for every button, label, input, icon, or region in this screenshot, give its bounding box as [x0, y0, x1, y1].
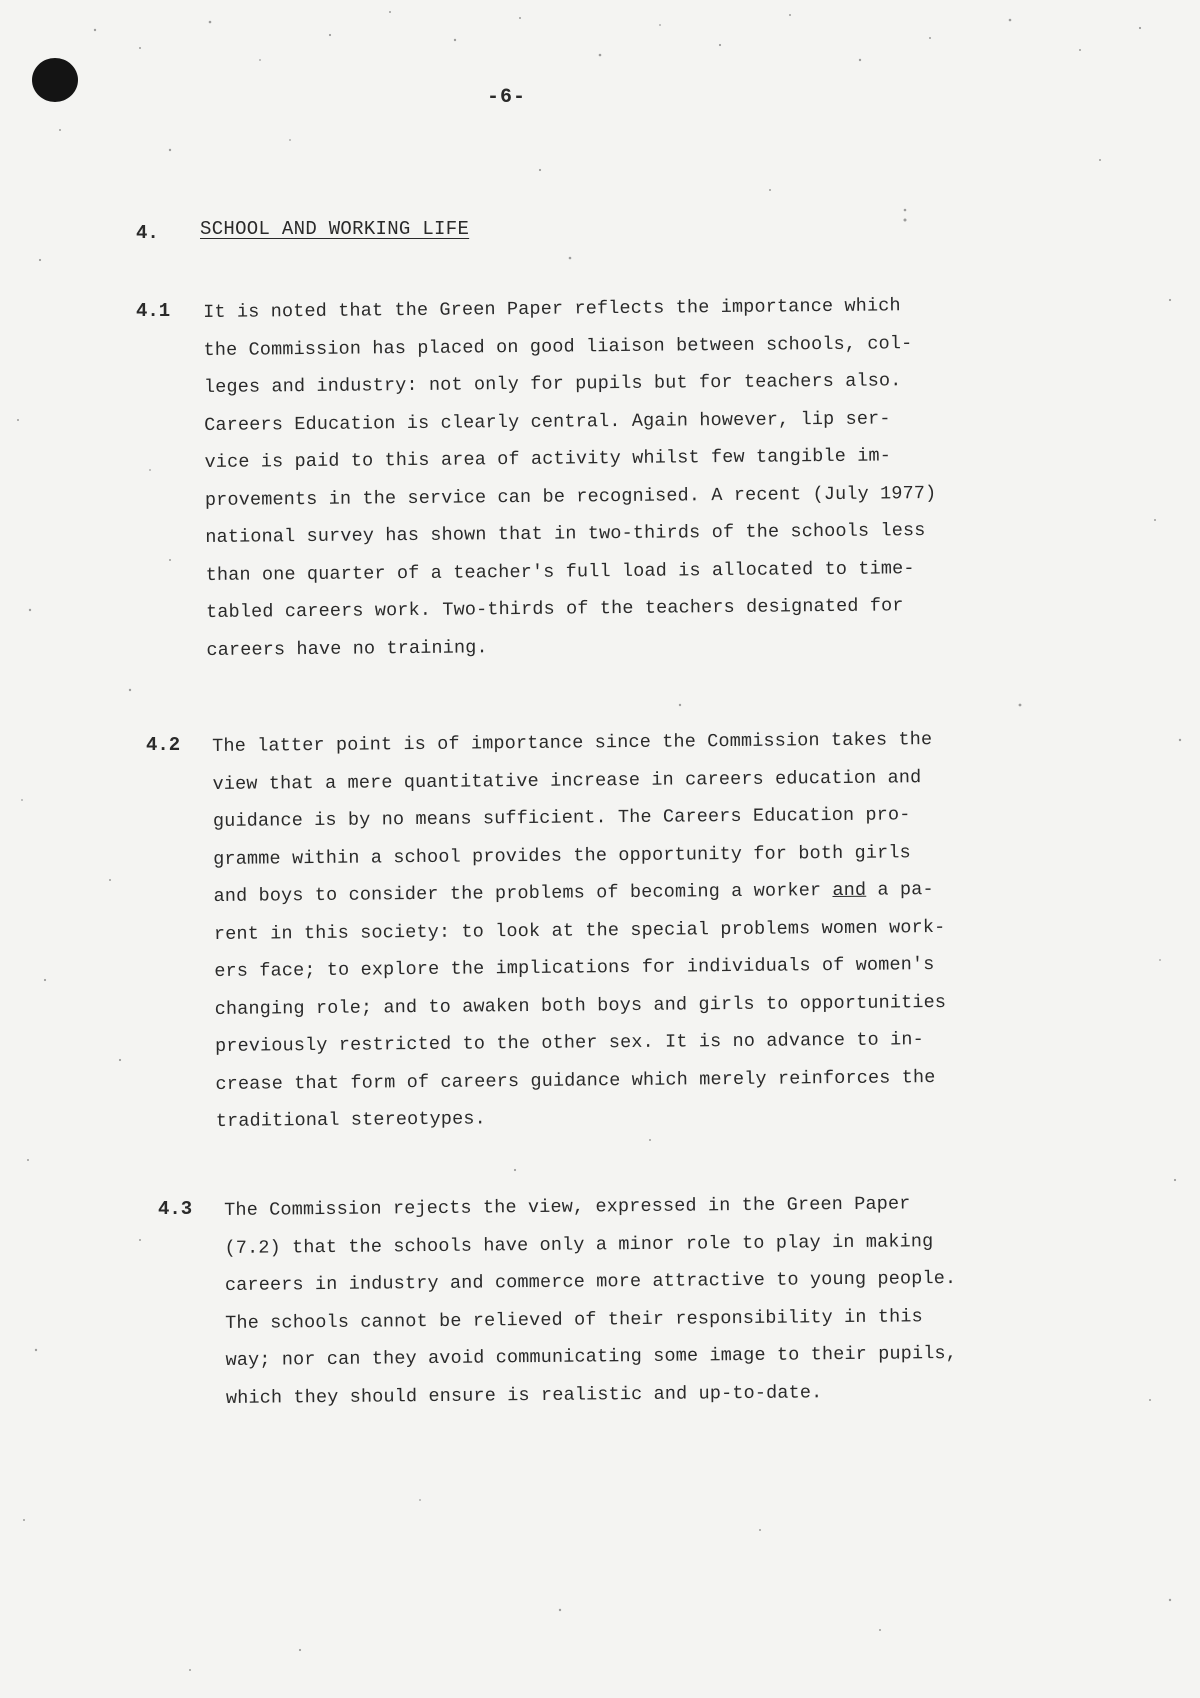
- paragraph-line-text: and boys to consider the problems of becoming a worker: [213, 880, 833, 907]
- paragraph-line-tail: a pa-: [866, 879, 934, 901]
- paragraph-line: ers face; to explore the implications for individuals of women's: [214, 954, 935, 982]
- paragraph-line: than one quarter of a teacher's full load is allocated to time-: [205, 557, 915, 586]
- paragraph-line: national survey has shown that in two-thirds of the schools less: [205, 520, 926, 548]
- binder-punch-hole: [32, 58, 78, 102]
- paragraph-line: Careers Education is clearly central. Again however, lip ser-: [204, 407, 891, 436]
- paragraph-number-4-2: 4.2: [146, 734, 181, 756]
- paragraph-line: The schools cannot be relieved of their responsibility in this: [225, 1305, 923, 1334]
- paragraph-line: The Commission rejects the view, expressed in the Green Paper: [224, 1193, 911, 1221]
- underlined-word: and: [832, 879, 867, 902]
- paragraph-line: traditional stereotypes.: [215, 1108, 486, 1132]
- paragraph-line: previously restricted to the other sex. It is no advance to in-: [214, 1029, 925, 1057]
- paragraph-number-4-1: 4.1: [136, 300, 171, 322]
- paragraph-line: guidance is by no means sufficient. The Careers Education pro-: [212, 804, 911, 832]
- paragraph-line: view that a mere quantitative increase in careers education and: [212, 766, 922, 795]
- section-title: SCHOOL AND WORKING LIFE: [200, 218, 470, 240]
- paragraph-line: which they should ensure is realistic and up-to-date.: [225, 1381, 823, 1409]
- paragraph-line: rent in this society: to look at the special problems women work-: [213, 916, 946, 945]
- page-number: -6-: [487, 86, 527, 109]
- paragraph-line: gramme within a school provides the opportunity for both girls: [213, 841, 911, 870]
- paragraph-4-2: [212, 720, 1046, 1140]
- paragraph-line: changing role; and to awaken both boys and girls to opportunities: [214, 991, 947, 1020]
- paragraph-line: tabled careers work. Two-thirds of the teachers designated for: [205, 595, 904, 623]
- paragraph-line: the Commission has placed on good liaison between schools, col-: [203, 332, 913, 361]
- paragraph-line: (7.2) that the schools have only a minor role to play in making: [224, 1230, 934, 1259]
- paragraph-4-3: [224, 1184, 1056, 1417]
- paragraph-line: careers in industry and commerce more attractive to young people.: [224, 1267, 957, 1296]
- paragraph-number-4-3: 4.3: [158, 1198, 193, 1220]
- paragraph-line: careers have no training.: [206, 636, 488, 661]
- paragraph-4-1: [203, 286, 1037, 669]
- paragraph-line: It is noted that the Green Paper reflects the importance which: [203, 295, 901, 323]
- paragraph-line: The latter point is of importance since the Commission takes the: [212, 729, 933, 757]
- paragraph-line: leges and industry: not only for pupils but for teachers also.: [203, 370, 902, 398]
- section-number: 4.: [136, 222, 159, 244]
- paragraph-line: crease that form of careers guidance which merely reinforces the: [215, 1066, 936, 1095]
- paragraph-line: provements in the service can be recognised. A recent (July 1977): [204, 482, 937, 511]
- paragraph-line: vice is paid to this area of activity whilst few tangible im-: [204, 445, 892, 473]
- paragraph-line: way; nor can they avoid communicating some image to their pupils,: [225, 1342, 958, 1371]
